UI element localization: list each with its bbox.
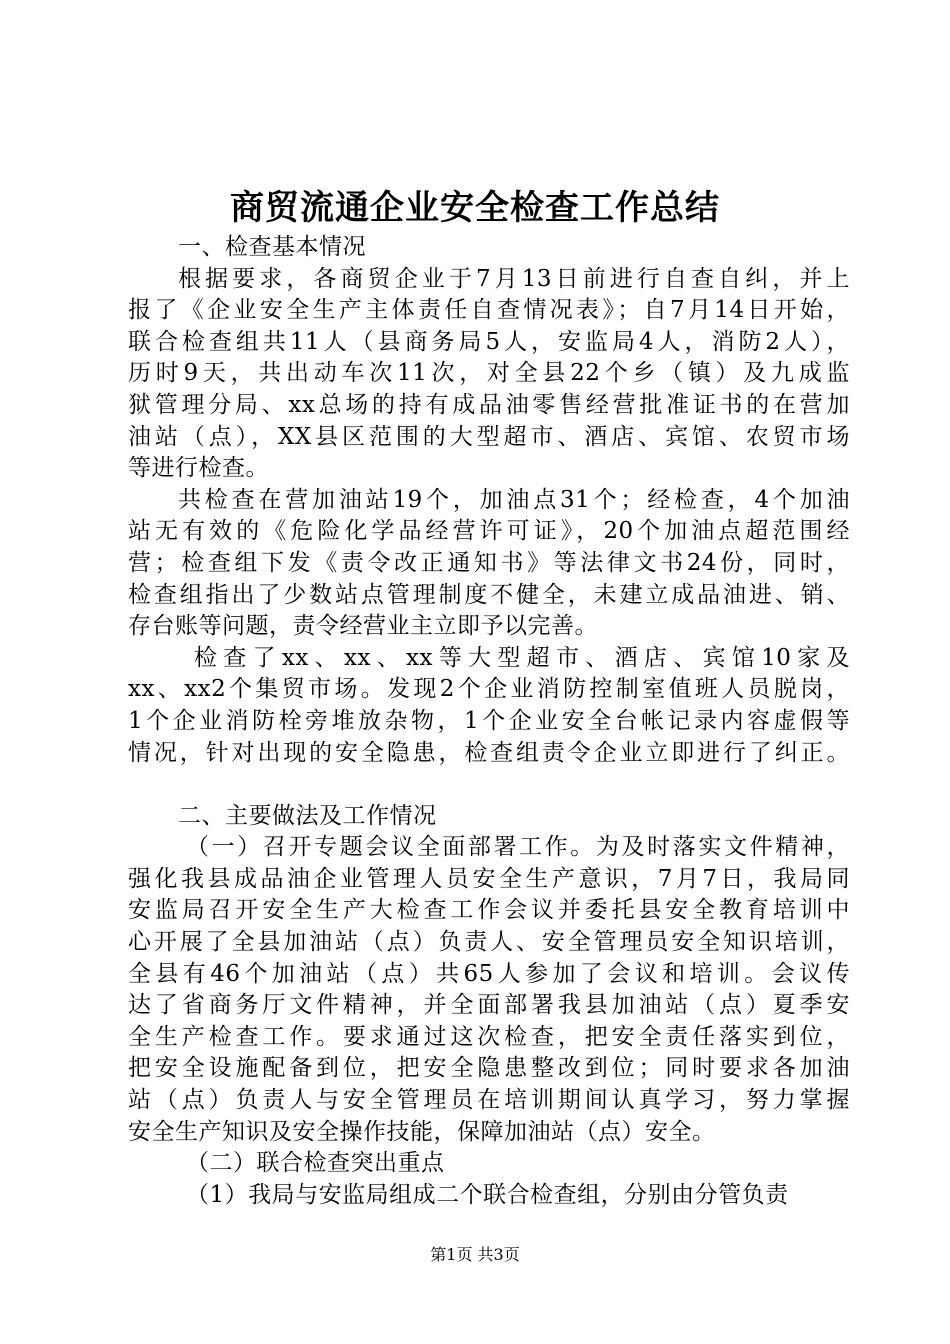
- paragraph-line: 心开展了全县加油站（点）负责人、安全管理员安全知识培训，: [128, 929, 850, 956]
- paragraph-line: 历时9天，共出动车次11次，对全县22个乡（镇）及九成监: [128, 360, 850, 387]
- paragraph-line: 1个企业消防栓旁堆放杂物，1个企业安全台帐记录内容虚假等: [128, 707, 850, 734]
- paragraph-line: （1）我局与安监局组成二个联合检查组，分别由分管负责: [186, 1181, 789, 1208]
- paragraph-line: 达了省商务厅文件精神，并全面部署我县加油站（点）夏季安: [128, 992, 850, 1019]
- paragraph-line: 营；检查组下发《责令改正通知书》等法律文书24份，同时，: [128, 549, 850, 576]
- paragraph-line: xx、xx2个集贸市场。发现2个企业消防控制室值班人员脱岗，: [128, 676, 850, 703]
- paragraph-line: 安监局召开安全生产大检查工作会议并委托县安全教育培训中: [128, 897, 850, 924]
- paragraph-line: 油站（点），XX县区范围的大型超市、酒店、宾馆、农贸市场: [128, 423, 850, 450]
- paragraph-line: 根据要求，各商贸企业于7月13日前进行自查自纠，并上: [178, 265, 850, 292]
- section-heading-1: 一、检查基本情况: [178, 234, 366, 260]
- paragraph-line: 检查了xx、xx、xx等大型超市、酒店、宾馆10家及: [194, 644, 850, 671]
- paragraph-line: 检查组指出了少数站点管理制度不健全，未建立成品油进、销、: [128, 581, 850, 608]
- paragraph-line: 存台账等问题，责令经营业主立即予以完善。: [128, 613, 598, 640]
- page-footer: 第1页 共3页: [430, 1245, 520, 1264]
- paragraph-line: 共检查在营加油站19个，加油点31个；经检查，4个加油: [178, 486, 850, 513]
- paragraph-line: 站（点）负责人与安全管理员在培训期间认真学习，努力掌握: [128, 1087, 850, 1114]
- document-body: [128, 232, 850, 1211]
- blank-line: [128, 769, 850, 801]
- paragraph-line: 等进行检查。: [128, 455, 269, 482]
- paragraph-line: （一）召开专题会议全面部署工作。为及时落实文件精神，: [186, 834, 850, 861]
- paragraph-line: 站无有效的《危险化学品经营许可证》，20个加油点超范围经: [128, 518, 850, 545]
- paragraph-line: 报了《企业安全生产主体责任自查情况表》；自7月14日开始，: [128, 297, 850, 324]
- section-heading-2: 二、主要做法及工作情况: [178, 802, 437, 829]
- subsection-heading: （二）联合检查突出重点: [186, 1150, 445, 1177]
- paragraph-line: 联合检查组共11人（县商务局5人，安监局4人，消防2人），: [128, 328, 850, 355]
- paragraph-line: 全县有46个加油站（点）共65人参加了会议和培训。会议传: [128, 960, 850, 987]
- paragraph-line: 情况，针对出现的安全隐患，检查组责令企业立即进行了纠正。: [128, 739, 850, 766]
- paragraph-line: 全生产检查工作。要求通过这次检查，把安全责任落实到位，: [128, 1023, 850, 1050]
- paragraph-line: 把安全设施配备到位，把安全隐患整改到位；同时要求各加油: [128, 1055, 850, 1082]
- paragraph-line: 强化我县成品油企业管理人员安全生产意识，7月7日，我局同: [128, 865, 850, 892]
- document-title: 商贸流通企业安全检查工作总结: [230, 188, 720, 228]
- paragraph-line: 安全生产知识及安全操作技能，保障加油站（点）安全。: [128, 1118, 716, 1145]
- paragraph-line: 狱管理分局、xx总场的持有成品油零售经营批准证书的在营加: [128, 391, 850, 418]
